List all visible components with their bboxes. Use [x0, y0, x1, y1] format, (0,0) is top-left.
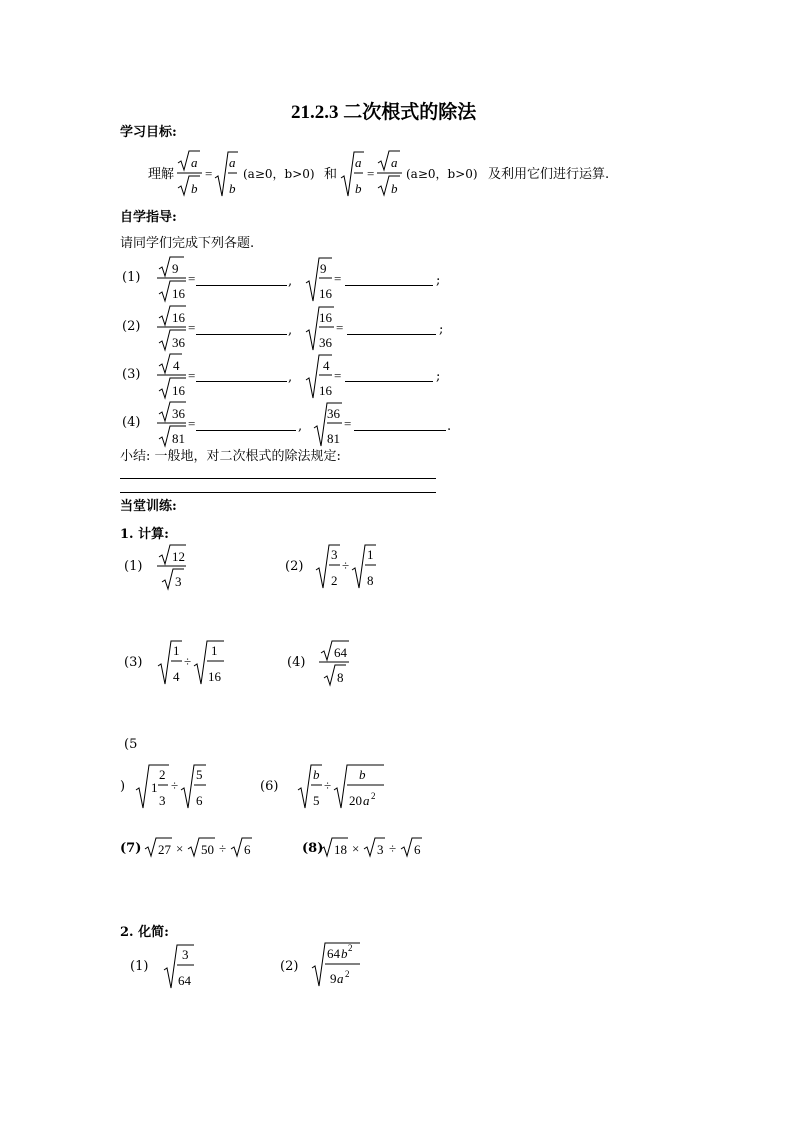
svg-text:a: a [363, 793, 370, 808]
comma: , [288, 323, 293, 338]
svg-text:÷: ÷ [219, 841, 227, 856]
problem-expression [310, 940, 362, 990]
svg-text:2: 2 [159, 767, 166, 782]
svg-text:27: 27 [158, 842, 171, 857]
item-label: (4) [122, 415, 141, 430]
problem-label: (3) [124, 655, 143, 670]
problem-expression [162, 942, 198, 990]
svg-text:16: 16 [319, 286, 332, 301]
svg-text:16: 16 [319, 383, 332, 398]
svg-text:16: 16 [172, 310, 185, 325]
svg-text:÷: ÷ [324, 778, 332, 793]
svg-text:16: 16 [319, 310, 332, 325]
svg-text:4: 4 [323, 358, 330, 373]
goals-suffix: 及利用它们进行运算. [488, 167, 610, 182]
svg-text:9: 9 [330, 971, 337, 986]
svg-text:20: 20 [349, 793, 362, 808]
svg-text:8: 8 [367, 573, 374, 588]
svg-text:6: 6 [196, 793, 203, 808]
problem-label: (5 [124, 737, 138, 752]
problem-label: (1) [130, 959, 149, 974]
answer-blank[interactable] [345, 381, 433, 382]
svg-text:9: 9 [320, 261, 327, 276]
semicolon: ; [439, 322, 444, 337]
problem-label: (4) [287, 655, 306, 670]
goals-and: 和 [324, 167, 338, 182]
problem-label: (2) [280, 959, 299, 974]
question-1-heading: 1. 计算: [120, 527, 169, 542]
svg-text:36: 36 [327, 406, 340, 421]
problem-label: (7) [120, 841, 142, 856]
svg-text:1: 1 [173, 643, 180, 658]
svg-text:4: 4 [173, 358, 180, 373]
sqrt-fraction [300, 353, 348, 399]
practice-heading: 当堂训练: [120, 499, 177, 514]
summary-text: 小结: 一般地，对二次根式的除法规定: [120, 449, 341, 464]
svg-text:b: b [391, 181, 398, 196]
svg-text:81: 81 [172, 431, 185, 446]
svg-text:÷: ÷ [171, 778, 179, 793]
item-label: (3) [122, 367, 141, 382]
svg-text:×: × [352, 841, 360, 856]
problem-label-close: ) [120, 779, 126, 794]
svg-text:5: 5 [313, 793, 320, 808]
comma: , [288, 370, 293, 385]
svg-text:36: 36 [172, 335, 185, 350]
goal-formula-1 [176, 150, 238, 198]
svg-text:2: 2 [348, 943, 353, 953]
goal-formula-2 [340, 150, 404, 198]
svg-text:3: 3 [331, 547, 338, 562]
svg-text:5: 5 [196, 767, 203, 782]
goals-heading: 学习目标: [120, 125, 177, 140]
svg-text:=: = [344, 416, 352, 431]
goal-condition-2: (a≥0，b>0) [406, 167, 478, 181]
problem-expression [314, 542, 376, 590]
fraction-sqrt-quotient [156, 353, 196, 399]
svg-text:3: 3 [175, 574, 182, 589]
svg-text:a: a [355, 155, 362, 170]
answer-blank[interactable] [196, 430, 296, 431]
sqrt-fraction [300, 305, 348, 351]
problem-expression [134, 762, 210, 810]
problem-expression [296, 762, 388, 810]
comma: , [288, 274, 293, 289]
svg-text:a: a [229, 155, 236, 170]
svg-text:3: 3 [182, 947, 189, 962]
answer-blank[interactable] [196, 334, 287, 335]
svg-text:a: a [337, 971, 344, 986]
svg-text:a: a [191, 155, 198, 170]
svg-text:a: a [391, 155, 398, 170]
svg-text:b: b [313, 767, 320, 782]
svg-text:16: 16 [208, 669, 221, 684]
item-label: (2) [122, 319, 141, 334]
svg-text:2: 2 [345, 969, 350, 979]
svg-text:1: 1 [151, 780, 158, 795]
svg-text:×: × [176, 841, 184, 856]
summary-answer-line[interactable] [120, 478, 436, 479]
svg-text:÷: ÷ [342, 558, 350, 573]
svg-text:36: 36 [172, 406, 185, 421]
svg-text:=: = [205, 166, 213, 181]
svg-text:1: 1 [367, 547, 374, 562]
svg-text:÷: ÷ [389, 841, 397, 856]
fraction-sqrt-quotient [156, 305, 196, 351]
self-study-intro: 请同学们完成下列各题. [120, 236, 255, 251]
problem-expression [320, 836, 420, 860]
fraction-sqrt-quotient [156, 401, 196, 447]
svg-text:b: b [355, 181, 362, 196]
svg-text:=: = [367, 166, 375, 181]
svg-text:b: b [359, 767, 366, 782]
svg-text:b: b [191, 181, 198, 196]
svg-text:64: 64 [178, 973, 191, 988]
svg-text:=: = [188, 416, 196, 431]
svg-text:=: = [188, 320, 196, 335]
svg-text:36: 36 [319, 335, 332, 350]
svg-text:6: 6 [414, 842, 421, 857]
semicolon: ; [436, 273, 441, 288]
answer-blank[interactable] [354, 430, 446, 431]
problem-label: (6) [260, 779, 279, 794]
sqrt-fraction [310, 401, 358, 447]
problem-expression [144, 836, 254, 860]
problem-label: (8) [302, 841, 324, 856]
item-label: (1) [122, 270, 141, 285]
problem-label: (2) [285, 559, 304, 574]
svg-text:50: 50 [201, 842, 214, 857]
svg-text:12: 12 [172, 549, 185, 564]
fraction-sqrt-quotient [156, 256, 196, 302]
svg-text:=: = [188, 368, 196, 383]
svg-text:2: 2 [331, 573, 338, 588]
svg-text:18: 18 [334, 842, 347, 857]
svg-text:6: 6 [244, 842, 251, 857]
answer-blank[interactable] [196, 285, 287, 286]
svg-text:=: = [336, 320, 344, 335]
answer-blank[interactable] [196, 381, 287, 382]
svg-text:16: 16 [172, 286, 185, 301]
svg-text:3: 3 [159, 793, 166, 808]
svg-text:3: 3 [377, 842, 384, 857]
self-study-heading: 自学指导: [120, 210, 177, 225]
summary-answer-line[interactable] [120, 492, 436, 493]
question-2-heading: 2. 化简: [120, 925, 169, 940]
goals-prefix: 理解 [148, 167, 175, 182]
goal-condition-1: (a≥0，b>0) [243, 167, 315, 181]
problem-expression [156, 638, 226, 686]
svg-text:81: 81 [327, 431, 340, 446]
answer-blank[interactable] [347, 334, 436, 335]
svg-text:÷: ÷ [184, 654, 192, 669]
svg-text:8: 8 [337, 670, 344, 685]
page-title: 21.2.3 二次根式的除法 [291, 102, 477, 123]
svg-text:1: 1 [211, 643, 218, 658]
svg-text:=: = [334, 368, 342, 383]
svg-text:b: b [341, 946, 348, 961]
svg-text:=: = [334, 271, 342, 286]
svg-text:2: 2 [371, 791, 376, 801]
comma: , [298, 419, 303, 434]
sqrt-fraction [300, 256, 348, 302]
svg-text:16: 16 [172, 383, 185, 398]
svg-text:9: 9 [172, 261, 179, 276]
svg-text:4: 4 [173, 669, 180, 684]
svg-text:b: b [229, 181, 236, 196]
problem-label: (1) [124, 559, 143, 574]
problem-expression [318, 640, 352, 686]
semicolon: ; [436, 369, 441, 384]
problem-expression [156, 544, 188, 590]
svg-text:64: 64 [334, 645, 347, 660]
period: . [447, 419, 452, 434]
svg-text:=: = [188, 271, 196, 286]
svg-text:64: 64 [327, 946, 340, 961]
answer-blank[interactable] [345, 285, 433, 286]
